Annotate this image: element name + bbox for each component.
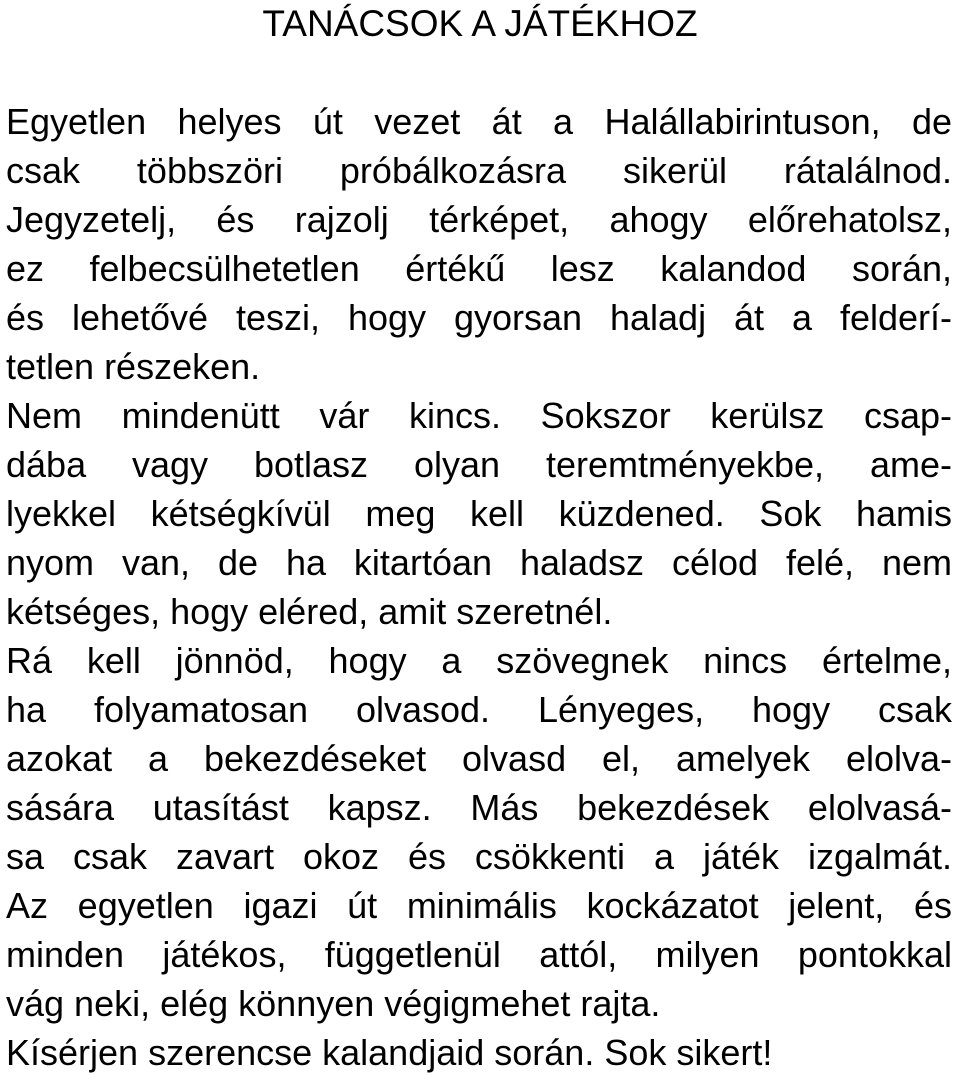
text-line: csak többszöri próbálkozásra sikerül rátalálnod. bbox=[6, 150, 952, 191]
text-line: vág neki, elég könnyen végigmehet rajta. bbox=[6, 983, 661, 1024]
text-line: Kísérjen szerencse kalandjaid során. Sok sikert! bbox=[6, 1032, 773, 1073]
text-line: Rá kell jönnöd, hogy a szövegnek nincs értelme, bbox=[6, 640, 952, 681]
text-line: Az egyetlen igazi út minimális kockázatot jelent, és bbox=[6, 885, 952, 926]
text-line: ha folyamatosan olvasod. Lényeges, hogy csak bbox=[6, 689, 952, 730]
text-line: kétséges, hogy eléred, amit szeretnél. bbox=[6, 591, 613, 632]
text-line: nyom van, de ha kitartóan haladsz célod felé, nem bbox=[6, 542, 952, 583]
text-line: azokat a bekezdéseket olvasd el, amelyek elolva- bbox=[6, 738, 952, 779]
text-line: dába vagy botlasz olyan teremtményekbe, ame- bbox=[6, 444, 952, 485]
text-line: minden játékos, függetlenül attól, milyen pontokkal bbox=[6, 934, 952, 975]
text-line: ez felbecsülhetetlen értékű lesz kalandod során, bbox=[6, 248, 952, 289]
text-line: sására utasítást kapsz. Más bekezdések elolvasá- bbox=[6, 787, 952, 828]
text-line: tetlen részeken. bbox=[6, 346, 261, 387]
text-line: Egyetlen helyes út vezet át a Halállabirintuson, de bbox=[6, 101, 952, 142]
text-line: Jegyzetelj, és rajzolj térképet, ahogy előrehatolsz, bbox=[6, 199, 952, 240]
text-line: Nem mindenütt vár kincs. Sokszor kerülsz csap- bbox=[6, 395, 952, 436]
text-line: és lehetővé teszi, hogy gyorsan haladj át a felderí- bbox=[6, 297, 952, 338]
text-line: sa csak zavart okoz és csökkenti a játék izgalmát. bbox=[6, 836, 952, 877]
text-line: lyekkel kétségkívül meg kell küzdened. Sok hamis bbox=[6, 493, 952, 534]
page-title: TANÁCSOK A JÁTÉKHOZ bbox=[262, 3, 698, 44]
